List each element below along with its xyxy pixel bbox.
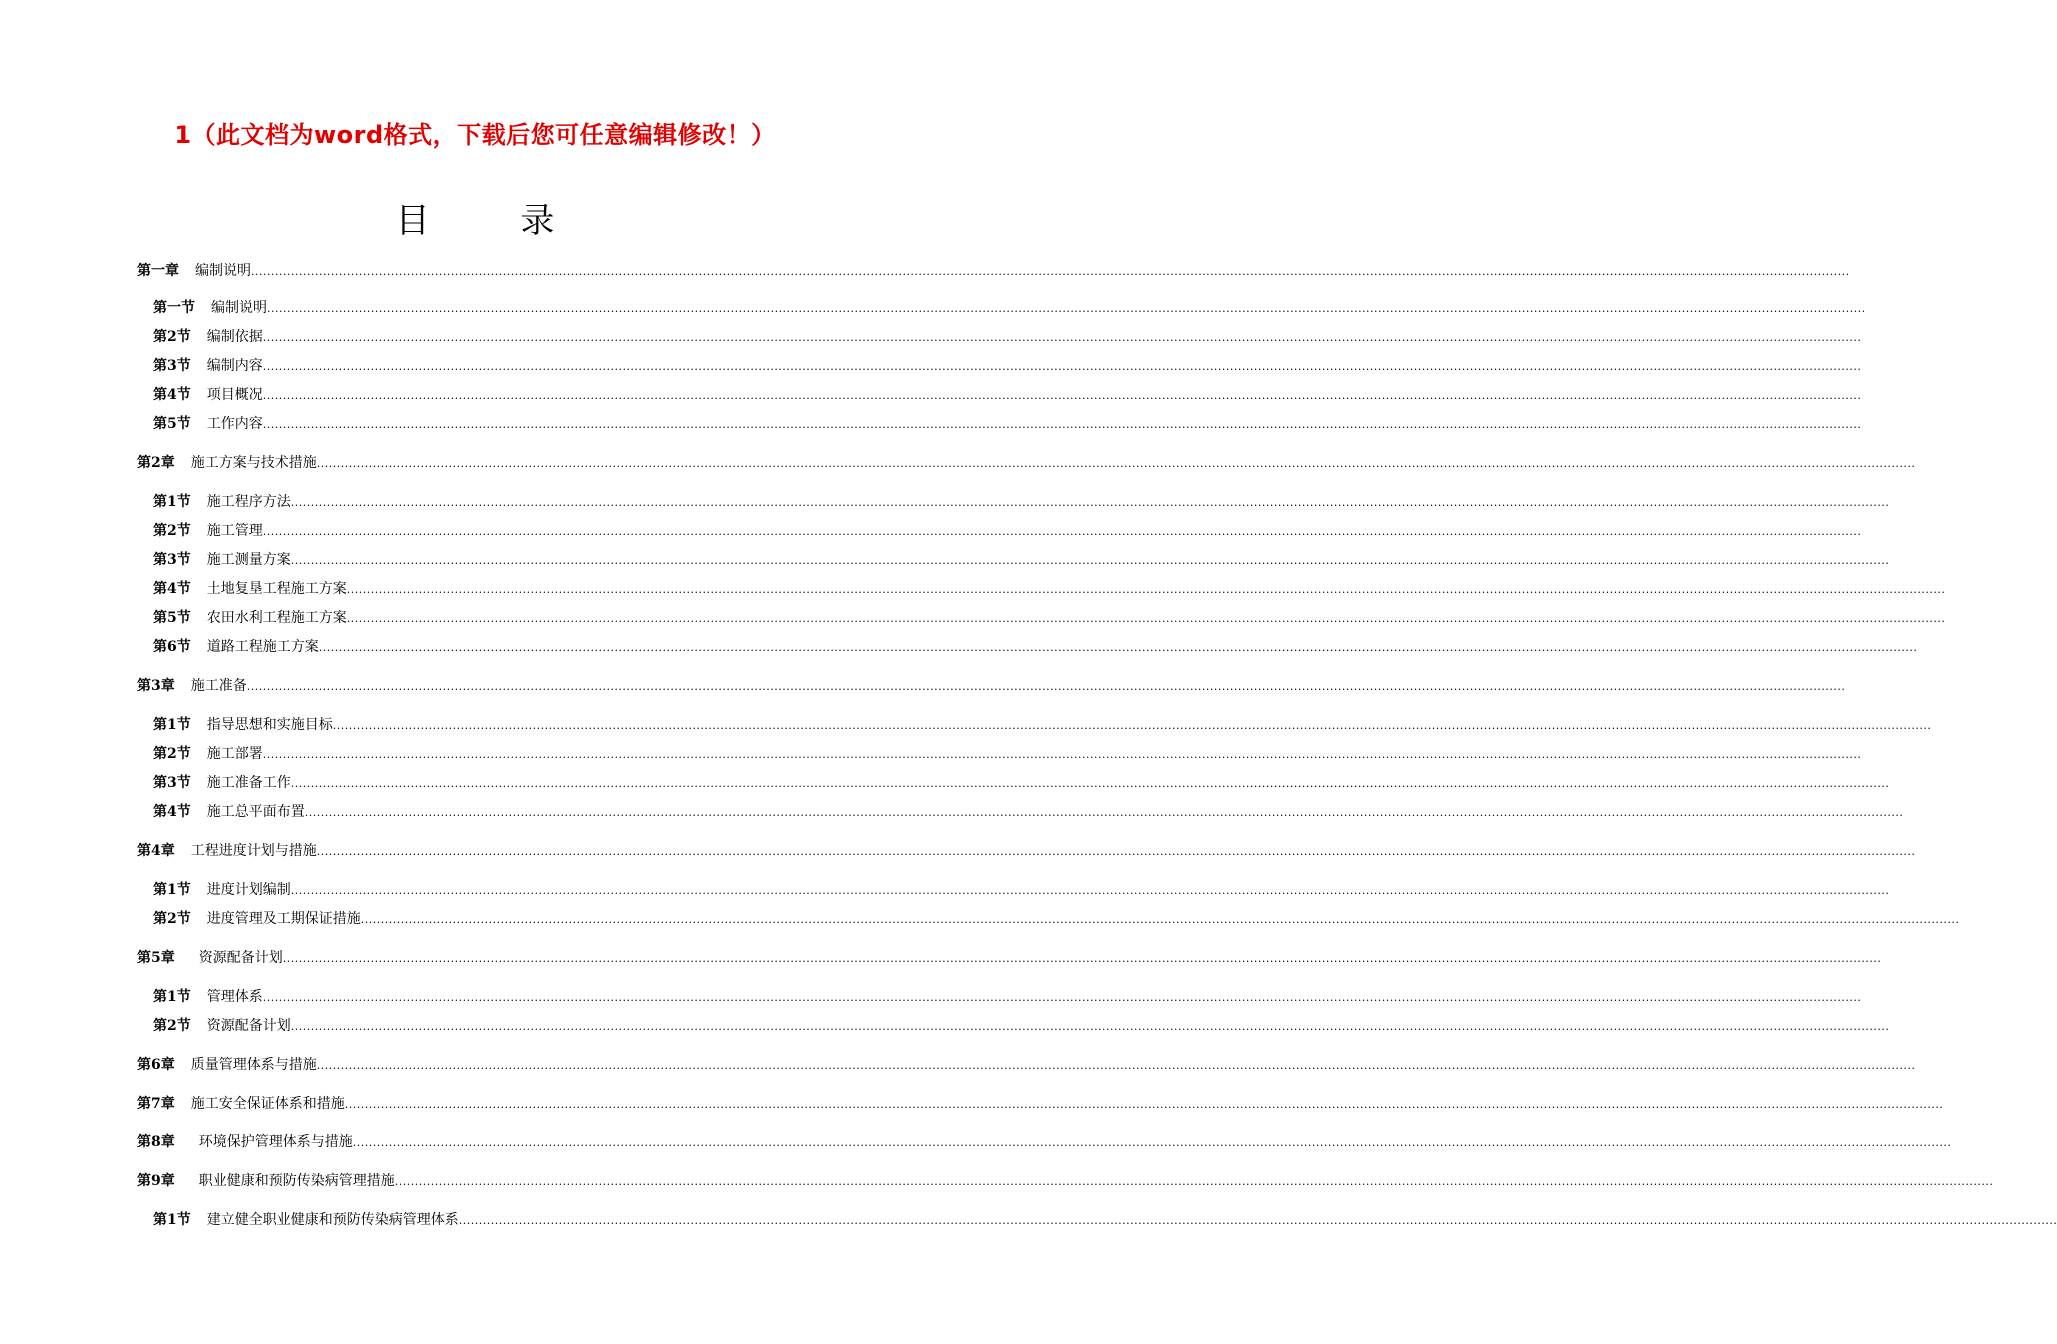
toc-entry-title: 进度管理及工期保证措施 [206, 911, 361, 927]
toc-entry-title: 管理体系 [206, 989, 263, 1005]
toc-section-entry[interactable] [153, 802, 1904, 822]
toc-chapter-entry[interactable] [137, 1171, 1994, 1191]
toc-leader-dots: ................................................................................................................................................................................................................................................................................................................................................................................................................ [394, 1175, 1994, 1188]
toc-leader-dots: ................................................................................................................................................................................................................................................................................................................................................................................................................ [316, 845, 1916, 858]
toc-entry-number: 第3章 [137, 678, 175, 694]
toc-section-entry[interactable] [153, 637, 1918, 657]
toc-chapter-entry[interactable] [137, 1094, 1944, 1114]
toc-section-entry[interactable] [153, 608, 1946, 628]
toc-chapter-entry[interactable] [137, 841, 1916, 861]
toc-entry-number: 第一章 [137, 263, 179, 279]
toc-section-entry[interactable] [153, 880, 1890, 900]
toc-entry-title: 资源配备计划 [198, 950, 283, 966]
toc-entry-title: 编制依据 [206, 329, 263, 345]
toc-section-entry[interactable] [153, 414, 1862, 434]
toc-leader-dots: ................................................................................................................................................................................................................................................................................................................................................................................................................ [262, 991, 1862, 1004]
toc-leader-dots: ................................................................................................................................................................................................................................................................................................................................................................................................................ [360, 913, 1960, 926]
toc-entry-number: 第1节 [153, 494, 191, 510]
toc-leader-dots: ................................................................................................................................................................................................................................................................................................................................................................................................................ [262, 389, 1862, 402]
toc-chapter-entry[interactable] [137, 1132, 1952, 1152]
toc-entry-title: 施工程序方法 [206, 494, 291, 510]
toc-section-entry[interactable] [153, 1016, 1890, 1036]
toc-entry-number: 第3节 [153, 775, 191, 791]
toc-entry-number: 第3节 [153, 552, 191, 568]
toc-entry-number: 第2节 [153, 1018, 191, 1034]
toc-chapter-entry[interactable] [137, 948, 1882, 968]
toc-chapter-entry[interactable] [137, 1055, 1916, 1075]
toc-entry-number: 第6章 [137, 1057, 175, 1073]
toc-section-entry[interactable] [153, 579, 1946, 599]
toc-entry-number: 第4章 [137, 843, 175, 859]
toc-entry-number: 第6节 [153, 639, 191, 655]
toc-entry-number: 第一节 [153, 300, 195, 316]
toc-chapter-entry[interactable] [137, 676, 1846, 696]
toc-leader-dots: ................................................................................................................................................................................................................................................................................................................................................................................................................ [304, 806, 1904, 819]
toc-entry-title: 项目概况 [206, 387, 263, 403]
toc-entry-title: 施工管理 [206, 523, 263, 539]
toc-section-entry[interactable] [153, 715, 1932, 735]
toc-section-entry[interactable] [153, 298, 1866, 318]
toc-leader-dots: ................................................................................................................................................................................................................................................................................................................................................................................................................ [318, 641, 1918, 654]
toc-leader-dots: ................................................................................................................................................................................................................................................................................................................................................................................................................ [332, 719, 1932, 732]
toc-title: 目 录 [395, 201, 595, 241]
toc-leader-dots: ................................................................................................................................................................................................................................................................................................................................................................................................................ [290, 496, 1890, 509]
toc-entry-title: 土地复垦工程施工方案 [206, 581, 347, 597]
toc-entry-number: 第4节 [153, 581, 191, 597]
toc-entry-title: 编制说明 [211, 300, 267, 316]
toc-leader-dots: ................................................................................................................................................................................................................................................................................................................................................................................................................ [262, 748, 1862, 761]
toc-leader-dots: ................................................................................................................................................................................................................................................................................................................................................................................................................ [262, 360, 1862, 373]
toc-section-entry[interactable] [153, 492, 1890, 512]
toc-leader-dots: ................................................................................................................................................................................................................................................................................................................................................................................................................ [458, 1214, 2057, 1227]
toc-entry-title: 指导思想和实施目标 [206, 717, 333, 733]
toc-entry-number: 第5节 [153, 610, 191, 626]
toc-entry-title: 农田水利工程施工方案 [206, 610, 347, 626]
toc-section-entry[interactable] [153, 744, 1862, 764]
toc-entry-number: 第5章 [137, 950, 175, 966]
toc-entry-title: 施工方案与技术措施 [190, 455, 317, 471]
toc-entry-title: 施工部署 [206, 746, 263, 762]
toc-leader-dots: ................................................................................................................................................................................................................................................................................................................................................................................................................ [262, 418, 1862, 431]
toc-entry-number: 第5节 [153, 416, 191, 432]
toc-chapter-entry[interactable] [137, 261, 1850, 281]
toc-entry-title: 建立健全职业健康和预防传染病管理体系 [206, 1212, 459, 1228]
toc-entry-title: 工作内容 [206, 416, 263, 432]
toc-entry-title: 环境保护管理体系与措施 [198, 1134, 353, 1150]
toc-leader-dots: ................................................................................................................................................................................................................................................................................................................................................................................................................ [290, 777, 1890, 790]
toc-leader-dots: ................................................................................................................................................................................................................................................................................................................................................................................................................ [262, 331, 1862, 344]
toc-entry-number: 第9章 [137, 1173, 175, 1189]
toc-section-entry[interactable] [153, 909, 1960, 929]
toc-entry-title: 道路工程施工方案 [206, 639, 319, 655]
toc-entry-number: 第2章 [137, 455, 175, 471]
toc-entry-title: 施工准备工作 [206, 775, 291, 791]
toc-leader-dots: ................................................................................................................................................................................................................................................................................................................................................................................................................ [316, 457, 1916, 470]
toc-leader-dots: ................................................................................................................................................................................................................................................................................................................................................................................................................ [246, 680, 1846, 693]
toc-leader-dots: ................................................................................................................................................................................................................................................................................................................................................................................................................ [290, 1020, 1890, 1033]
toc-entry-title: 施工总平面布置 [206, 804, 305, 820]
toc-entry-title: 职业健康和预防传染病管理措施 [198, 1173, 395, 1189]
toc-entry-number: 第1节 [153, 717, 191, 733]
toc-leader-dots: ................................................................................................................................................................................................................................................................................................................................................................................................................ [344, 1098, 1944, 1111]
toc-entry-number: 第8章 [137, 1134, 175, 1150]
toc-entry-number: 第1节 [153, 882, 191, 898]
toc-entry-number: 第1节 [153, 1212, 191, 1228]
toc-section-entry[interactable] [153, 773, 1890, 793]
toc-entry-title: 编制说明 [195, 263, 251, 279]
toc-leader-dots: ................................................................................................................................................................................................................................................................................................................................................................................................................ [267, 302, 1866, 315]
toc-section-entry[interactable] [153, 385, 1862, 405]
toc-entry-number: 第2节 [153, 523, 191, 539]
toc-entry-title: 施工准备 [190, 678, 247, 694]
toc-entry-title: 施工安全保证体系和措施 [190, 1096, 345, 1112]
toc-entry-title: 施工测量方案 [206, 552, 291, 568]
format-notice: 1（此文档为word格式，下载后您可任意编辑修改！） [174, 121, 776, 149]
toc-entry-number: 第1节 [153, 989, 191, 1005]
toc-entry-number: 第4节 [153, 804, 191, 820]
toc-leader-dots: ................................................................................................................................................................................................................................................................................................................................................................................................................ [262, 525, 1862, 538]
toc-leader-dots: ................................................................................................................................................................................................................................................................................................................................................................................................................ [346, 583, 1946, 596]
toc-entry-number: 第4节 [153, 387, 191, 403]
toc-leader-dots: ................................................................................................................................................................................................................................................................................................................................................................................................................ [290, 884, 1890, 897]
toc-section-entry[interactable] [153, 521, 1862, 541]
toc-section-entry[interactable] [153, 327, 1862, 347]
toc-entry-number: 第7章 [137, 1096, 175, 1112]
toc-leader-dots: ................................................................................................................................................................................................................................................................................................................................................................................................................ [316, 1059, 1916, 1072]
toc-entry-title: 资源配备计划 [206, 1018, 291, 1034]
toc-entry-number: 第3节 [153, 358, 191, 374]
toc-leader-dots: ................................................................................................................................................................................................................................................................................................................................................................................................................ [282, 952, 1882, 965]
toc-entry-number: 第2节 [153, 911, 191, 927]
toc-entry-number: 第2节 [153, 746, 191, 762]
toc-leader-dots: ................................................................................................................................................................................................................................................................................................................................................................................................................ [346, 612, 1946, 625]
toc-section-entry[interactable] [153, 550, 1890, 570]
toc-leader-dots: ................................................................................................................................................................................................................................................................................................................................................................................................................ [352, 1136, 1952, 1149]
toc-chapter-entry[interactable] [137, 453, 1916, 473]
toc-entry-title: 编制内容 [206, 358, 263, 374]
toc-entry-number: 第2节 [153, 329, 191, 345]
toc-entry-title: 进度计划编制 [206, 882, 291, 898]
toc-section-entry[interactable] [153, 987, 1862, 1007]
toc-section-entry[interactable] [153, 1210, 2057, 1230]
toc-entry-title: 质量管理体系与措施 [190, 1057, 317, 1073]
toc-section-entry[interactable] [153, 356, 1862, 376]
toc-leader-dots: ................................................................................................................................................................................................................................................................................................................................................................................................................ [290, 554, 1890, 567]
toc-entry-title: 工程进度计划与措施 [190, 843, 317, 859]
toc-leader-dots: ................................................................................................................................................................................................................................................................................................................................................................................................................ [251, 265, 1850, 278]
